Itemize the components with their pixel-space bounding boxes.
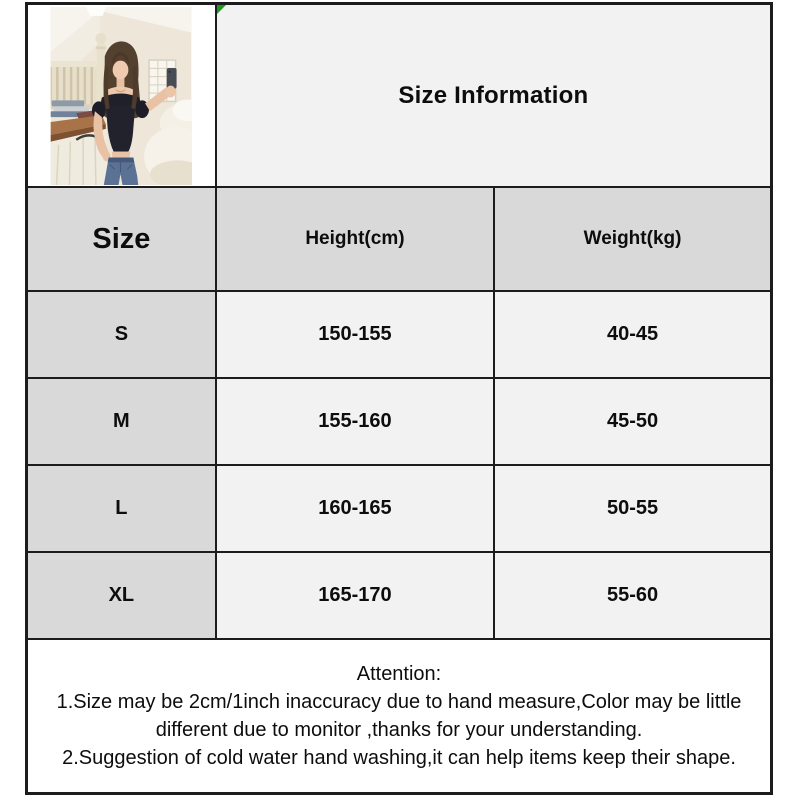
top-row bbox=[27, 4, 772, 188]
cell-corner-flag-icon bbox=[217, 5, 226, 14]
table-header-row bbox=[27, 187, 772, 291]
size-label-cell: M bbox=[27, 378, 216, 465]
weight-range-cell: 45-50 bbox=[494, 378, 771, 465]
table-row-s bbox=[27, 291, 772, 378]
column-header-weight: Weight(kg) bbox=[494, 187, 771, 291]
attention-note-2: 2.Suggestion of cold water hand washing,it can help items keep their shape. bbox=[62, 747, 736, 769]
size-label-cell: XL bbox=[27, 552, 216, 639]
height-range-cell: 165-170 bbox=[216, 552, 494, 639]
size-chart-sheet bbox=[25, 2, 773, 795]
height-range-cell: 160-165 bbox=[216, 465, 494, 552]
size-label-cell: S bbox=[27, 291, 216, 378]
weight-range-cell: 40-45 bbox=[494, 291, 771, 378]
size-table bbox=[25, 2, 773, 795]
product-photo-cell bbox=[27, 4, 216, 188]
height-range-cell: 155-160 bbox=[216, 378, 494, 465]
height-range-cell: 150-155 bbox=[216, 291, 494, 378]
table-row-l bbox=[27, 465, 772, 552]
column-header-height: Height(cm) bbox=[216, 187, 494, 291]
column-header-size: Size bbox=[27, 187, 216, 291]
size-label-cell: L bbox=[27, 465, 216, 552]
attention-section bbox=[27, 639, 772, 794]
sheet-title-cell bbox=[216, 4, 772, 188]
model-photo-illustration bbox=[50, 7, 192, 185]
page-title: Size Information bbox=[398, 81, 589, 109]
attention-row bbox=[27, 639, 772, 794]
table-row-m bbox=[27, 378, 772, 465]
weight-range-cell: 55-60 bbox=[494, 552, 771, 639]
attention-title: Attention: bbox=[356, 663, 442, 685]
table-row-xl bbox=[27, 552, 772, 639]
attention-note-1: 1.Size may be 2cm/1inch inaccuracy due to hand measure,Color may be little different due to monitor ,thanks for your understanding. bbox=[56, 691, 742, 741]
weight-range-cell: 50-55 bbox=[494, 465, 771, 552]
